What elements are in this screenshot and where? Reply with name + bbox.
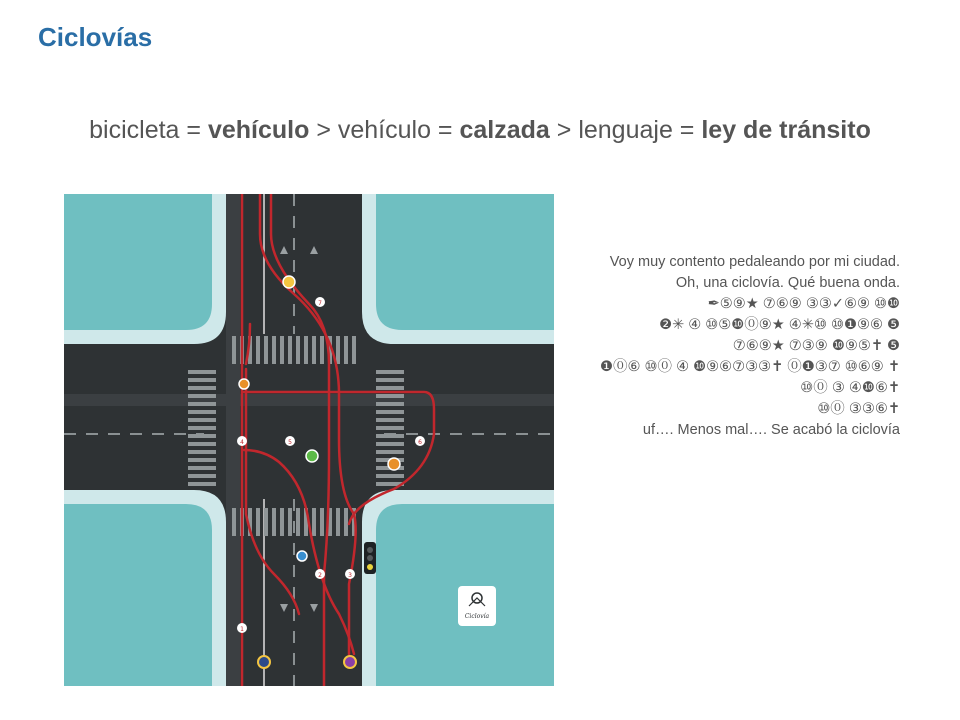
cyclist-yellow-1 xyxy=(283,276,295,288)
intersection-illustration xyxy=(64,194,554,686)
ciclovia-logo xyxy=(458,586,496,626)
cyclist-purple xyxy=(344,656,356,668)
route-marker-7 xyxy=(315,297,325,307)
block-bottom-left xyxy=(64,490,226,686)
svg-text:7: 7 xyxy=(318,300,322,307)
headline-part-2: > vehículo = xyxy=(309,116,460,144)
caption-ending: uf…. Menos mal…. Se acabó la ciclovía xyxy=(642,422,900,438)
bike-lane-horizontal xyxy=(64,394,554,406)
crosswalk-east xyxy=(376,370,404,490)
svg-text:4: 4 xyxy=(240,439,244,446)
headline-part-1: bicicleta = xyxy=(89,116,208,144)
cyclist-navy xyxy=(258,656,270,668)
svg-text:5: 5 xyxy=(288,439,292,446)
caption-garbled-1: ✒⑤⑨★ ⑦⑥⑨ ③③✓⑥⑨ ⑩❿ xyxy=(707,296,900,312)
svg-text:3: 3 xyxy=(348,572,352,579)
caption-garbled-2: ❷✳ ④ ⑩⑤❿⓪⑨★ ④✳⑩ ⑩❶⑨⑥ ❺ xyxy=(659,317,900,333)
headline-bold-2: calzada xyxy=(459,116,550,144)
route-marker-3 xyxy=(345,569,355,579)
block-bottom-right xyxy=(362,490,554,686)
headline-part-3: > lenguaje = xyxy=(549,116,702,144)
intersection-svg xyxy=(64,194,554,686)
caption-garbled-3: ⑦⑥⑨★ ⑦③⑨ ❿⑨⑤✝ ❺ xyxy=(732,338,900,354)
route-marker-4 xyxy=(237,436,247,446)
cyclist-green xyxy=(306,450,318,462)
crosswalk-west xyxy=(188,370,216,490)
svg-text:1: 1 xyxy=(240,626,244,633)
headline-bold-1: vehículo xyxy=(207,116,310,144)
caption-text xyxy=(598,252,900,441)
block-top-right xyxy=(362,194,554,344)
headline-bold-3: ley de tránsito xyxy=(701,116,871,144)
caption-intro: Voy muy contento pedaleando por mi ciudad. Oh, una ciclovía. Qué buena onda. xyxy=(609,254,900,291)
cyclist-blue xyxy=(297,551,307,561)
cyclist-orange-1 xyxy=(239,379,249,389)
cyclist-orange-2 xyxy=(388,458,400,470)
headline xyxy=(0,116,960,145)
page-title: Ciclovías xyxy=(38,22,153,52)
traffic-light-icon xyxy=(364,542,376,574)
svg-text:Ciclovía: Ciclovía xyxy=(464,613,490,620)
svg-text:6: 6 xyxy=(418,439,422,446)
route-marker-5 xyxy=(285,436,295,446)
caption-garbled-4: ❶⓪⑥ ⑩⓪ ④ ❿⑨⑥⑦③③✝ ⓪❶③⑦ ⑩⑥⑨ ✝ ⑩⓪ ③ ④❿⑥✝ xyxy=(600,359,900,396)
route-marker-1 xyxy=(237,623,247,633)
svg-text:2: 2 xyxy=(318,572,322,579)
block-top-left xyxy=(64,194,226,344)
route-marker-2 xyxy=(315,569,325,579)
route-marker-6 xyxy=(415,436,425,446)
caption-garbled-5: ⑩⓪ ③③⑥✝ xyxy=(817,401,900,417)
